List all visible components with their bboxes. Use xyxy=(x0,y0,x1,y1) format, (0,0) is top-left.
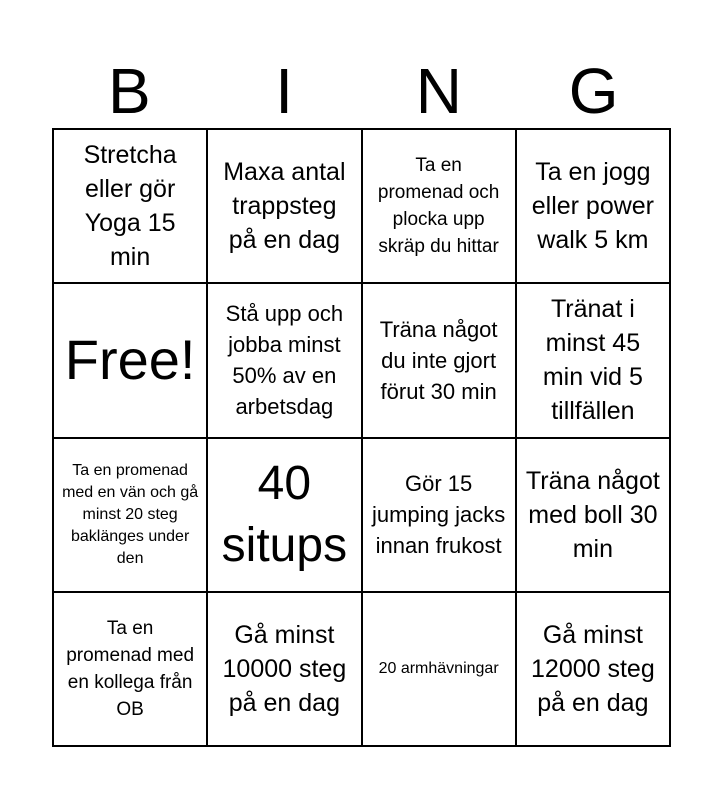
bingo-cell[interactable] xyxy=(362,283,516,437)
header-letter-i: I xyxy=(275,55,294,127)
bingo-cell[interactable] xyxy=(516,592,670,746)
cell-text: Gå minst 12000 steg på en dag xyxy=(531,620,655,717)
bingo-cell[interactable] xyxy=(53,592,207,746)
bingo-cell[interactable] xyxy=(207,438,361,592)
bingo-cell[interactable] xyxy=(362,438,516,592)
cell-text: 40 situps xyxy=(221,456,348,572)
cell-text: Ta en promenad och plocka upp skräp du hittar xyxy=(377,155,500,258)
cell-text: Gör 15 jumping jacks innan frukost xyxy=(371,471,506,559)
cell-text: Ta en promenad med en vän och gå minst 20 steg baklänges under den xyxy=(62,461,199,567)
bingo-cell[interactable] xyxy=(53,438,207,592)
cell-text: Gå minst 10000 steg på en dag xyxy=(222,620,347,717)
bingo-cell[interactable] xyxy=(207,592,361,746)
cell-text: Ta en jogg eller power walk 5 km xyxy=(531,158,655,255)
header-letter-g: G xyxy=(568,55,619,127)
bingo-cell[interactable] xyxy=(516,438,670,592)
bingo-cell[interactable] xyxy=(516,283,670,437)
bingo-cell[interactable] xyxy=(362,592,516,746)
header-letter-n: N xyxy=(415,55,462,127)
cell-text: Maxa antal trappsteg på en dag xyxy=(223,158,346,255)
cell-text: Stå upp och jobba minst 50% av en arbetsdag xyxy=(225,301,344,420)
bingo-cell[interactable] xyxy=(53,129,207,283)
bingo-header xyxy=(52,56,671,126)
bingo-cell[interactable] xyxy=(516,129,670,283)
cell-text: Tränat i minst 45 min vid 5 tillfällen xyxy=(542,295,643,426)
free-cell[interactable] xyxy=(53,283,207,437)
cell-text: Free! xyxy=(64,328,196,392)
bingo-cell[interactable] xyxy=(207,283,361,437)
bingo-board xyxy=(52,128,671,747)
bingo-cell[interactable] xyxy=(362,129,516,283)
cell-text: Ta en promenad med en kollega från OB xyxy=(66,617,195,720)
cell-text: Träna något med boll 30 min xyxy=(525,466,660,563)
bingo-cell[interactable] xyxy=(207,129,361,283)
cell-text: 20 armhävningar xyxy=(378,659,499,677)
cell-text: Träna något du inte gjort förut 30 min xyxy=(379,316,498,404)
cell-text: Stretcha eller gör Yoga 15 min xyxy=(83,141,177,272)
header-letter-b: B xyxy=(108,55,151,127)
